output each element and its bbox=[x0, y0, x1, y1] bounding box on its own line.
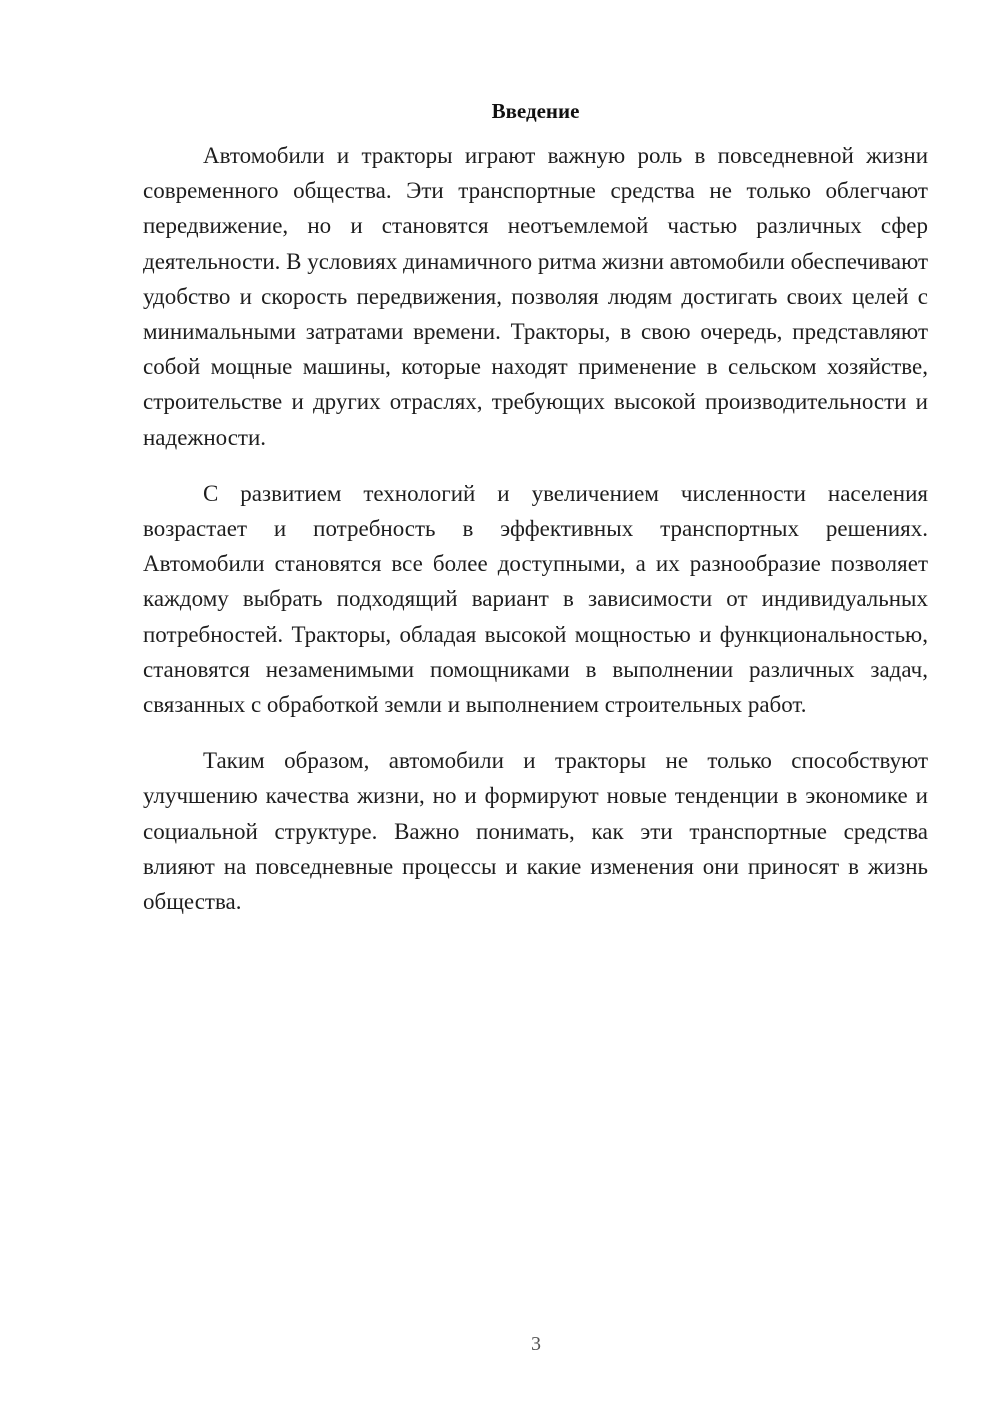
page-content bbox=[143, 96, 928, 940]
section-title: Введение bbox=[491, 99, 580, 123]
paragraph-3: Таким образом, автомобили и тракторы не только способствуют улучшению качества жизни, но и формируют новые тенденции в экономике и социальной структуре. Важно понимать, как эти транспортные средства влияют на повседневные процессы и какие изменения они приносят в жизнь общества. bbox=[143, 748, 928, 915]
paragraph-2: С развитием технологий и увеличением численности населения возрастает и потребность в эффективных транспортных решениях. Автомобили становятся все более доступными, а их разнообразие позволяет каждому выбрать подходящий вариант в зависимости от индивидуальных потребностей. Тракторы, обладая высокой мощностью и функциональностью, становятся незаменимыми помощниками в выполнении различных задач, связанных с обработкой земли и выполнением строительных работ. bbox=[143, 480, 928, 718]
page-number: 3 bbox=[531, 1333, 541, 1355]
paragraph-1: Автомобили и тракторы играют важную роль в повседневной жизни современного общества. Эти транспортные средства не только облегчают передвижение, но и становятся неотъемлемой частью различных сфер деятельности. В условиях динамичного ритма жизни автомобили обеспечивают удобство и скорость передвижения, позволяя людям достигать своих целей с минимальными затратами времени. Тракторы, в свою очередь, представляют собой мощные машины, которые находят применение в сельском хозяйстве, строительстве и других отраслях, требующих высокой производительности и надежности. bbox=[143, 143, 928, 450]
